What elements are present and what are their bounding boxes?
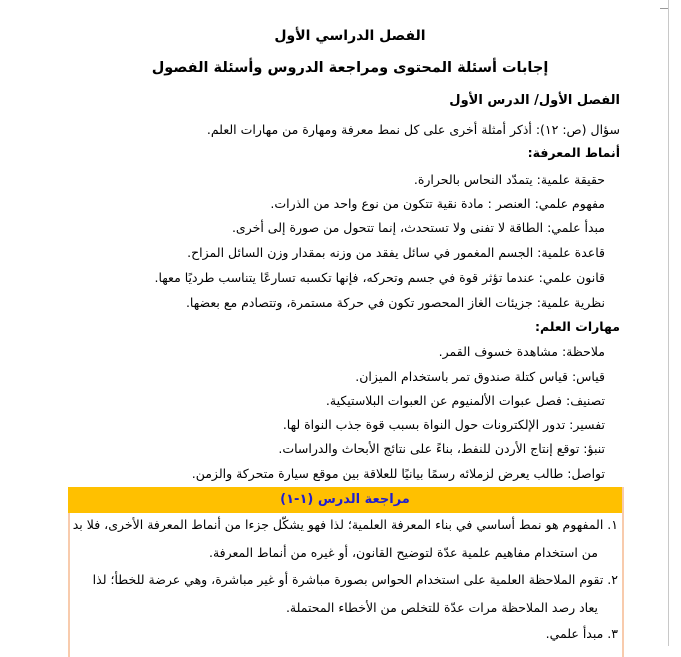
review-heading: مراجعة الدرس (١-١) [68,487,622,513]
semester-title: الفصل الدراسي الأول [274,28,426,44]
knowledge-item: مفهوم علمي: العنصر : مادة نقية تتكون من نوع واحد من الذرات. [270,196,605,211]
knowledge-item: نظرية علمية: جزيئات الغاز المحصور تكون في حركة مستمرة، وتتصادم مع بعضها. [185,295,605,310]
skill-item: قياس: قياس كتلة صندوق تمر باستخدام الميزان. [355,369,605,384]
review-answer-line: ٢. تقوم الملاحظة العلمية على استخدام الحواس بصورة مباشرة أو غير مباشرة، وهي عرضة للخطأ؛ لذا [92,572,618,587]
skill-item: تفسير: تدور الإلكترونات حول النواة بسبب قوة جذب النواة لها. [282,417,605,432]
knowledge-heading: أنماط المعرفة: [527,145,620,160]
review-answer-line: من استخدام مفاهيم علمية عدّة لتوضيح القانون، أو غيره من أنماط المعرفة. [208,545,598,560]
review-answer-line: ٣. مبدأ علمي. [545,626,618,641]
page-corner-mark [660,8,668,9]
skill-item: تصنيف: فصل عبوات الألمنيوم عن العبوات البلاستيكية. [325,393,605,408]
page-edge [668,0,669,646]
knowledge-item: قاعدة علمية: الجسم المغمور في سائل يفقد من وزنه بمقدار وزن السائل المزاح. [187,245,605,260]
knowledge-item: قانون علمي: عندما تؤثر قوة في جسم وتحركه، فإنها تكسبه تسارعًا يتناسب طرديًا معها. [154,270,605,285]
review-answer-line: يعاد رصد الملاحظة مرات عدّة للتخلص من الأخطاء المحتملة. [285,600,598,615]
knowledge-item: حقيقة علمية: يتمدّد النحاس بالحرارة. [413,172,605,187]
lesson-heading: الفصل الأول/ الدرس الأول [449,93,620,108]
skill-item: تواصل: طالب يعرض لزملائه رسمًا بيانيًا للعلاقة بين موقع سيارة متحركة والزمن. [191,466,605,481]
skill-item: تنبؤ: توقع إنتاج الأردن للنفط، بناءً على نتائج الأبحاث والدراسات. [278,441,605,456]
skill-item: ملاحظة: مشاهدة خسوف القمر. [438,344,605,359]
question-text: سؤال (ص: ١٢): أذكر أمثلة أخرى على كل نمط معرفة ومهارة من مهارات العلم. [206,122,620,137]
skills-heading: مهارات العلم: [534,319,620,334]
document-subtitle: إجابات أسئلة المحتوى ومراجعة الدروس وأسئلة الفصول [151,60,549,76]
review-answer-line: ١. المفهوم هو نمط أساسي في بناء المعرفة العلمية؛ لذا فهو يشكّل جزءا من أنماط المعرفة الأخرى، فلا بد [72,517,618,532]
knowledge-item: مبدأ علمي: الطاقة لا تفنى ولا تستحدث، إنما تتحول من صورة إلى أخرى. [231,220,605,235]
